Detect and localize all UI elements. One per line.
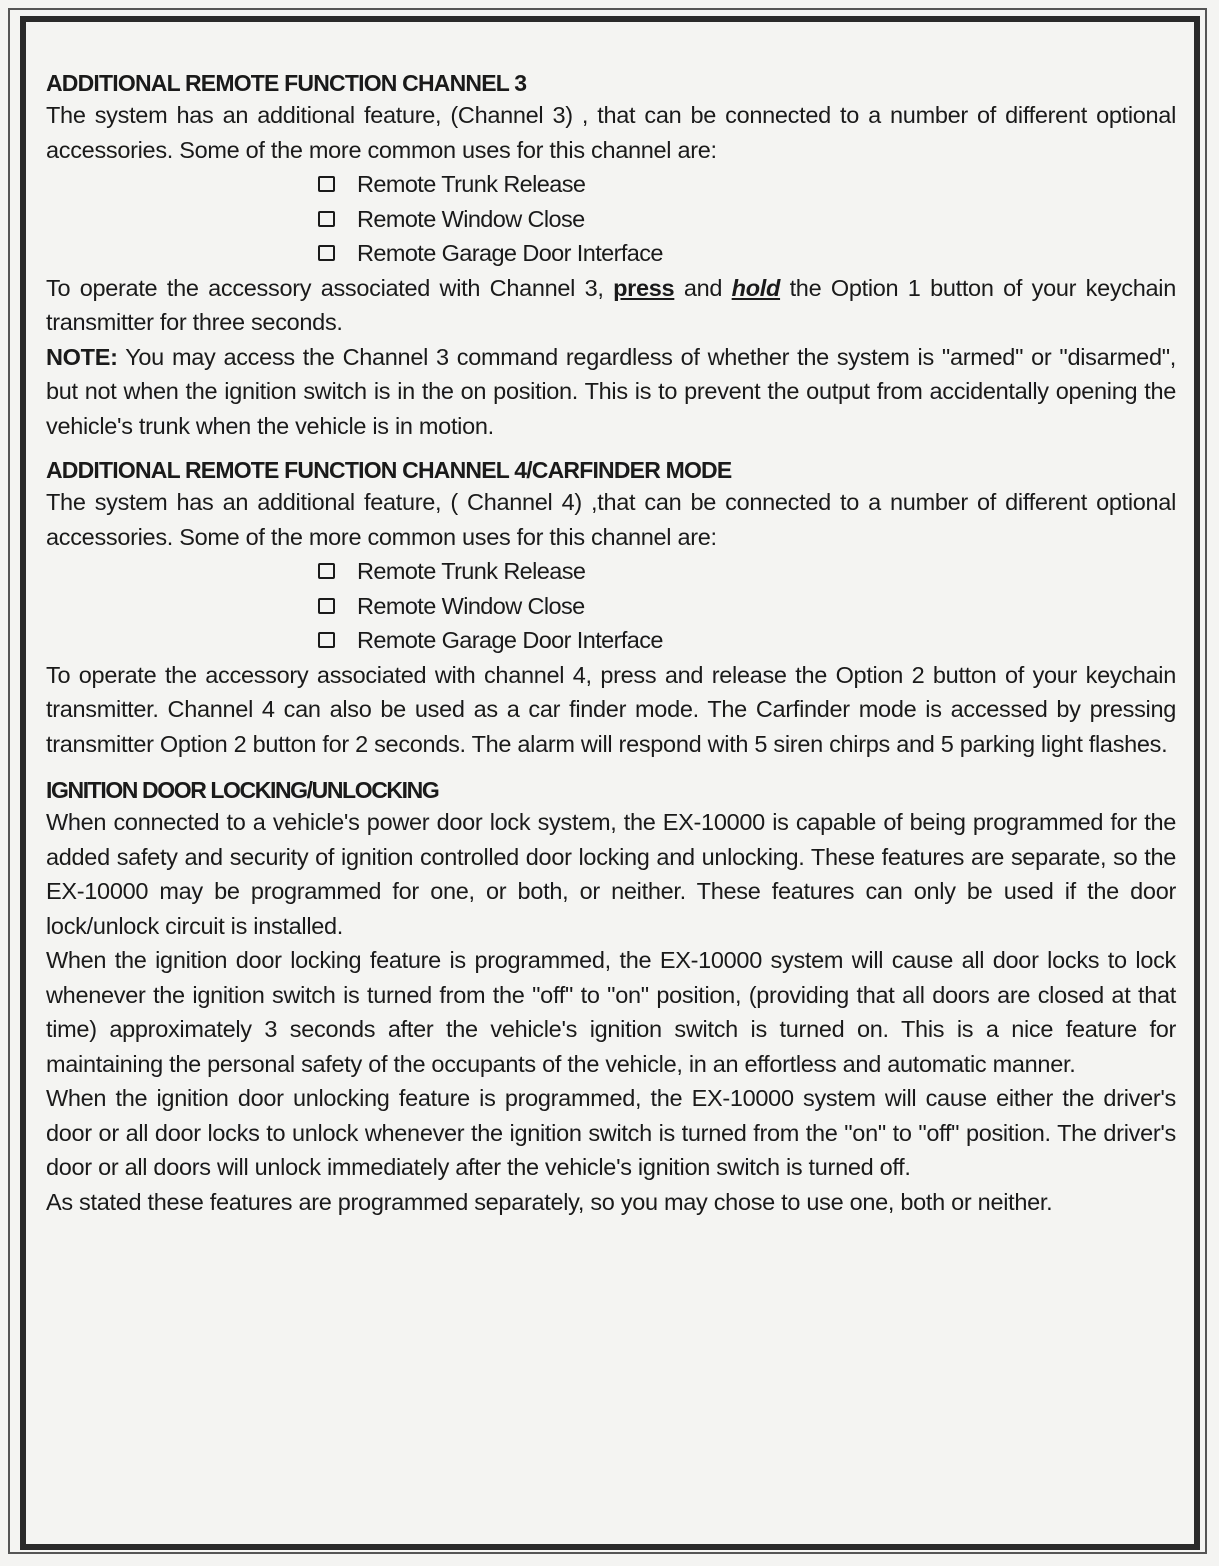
list-item: Remote Trunk Release (318, 167, 1176, 202)
checkbox-icon (318, 211, 335, 227)
note-label: NOTE: (46, 343, 118, 370)
channel4-uses-list (46, 554, 1176, 658)
channel4-intro: The system has an additional feature, ( Channel 4) ,that can be connected to a number of different optional accessories. Some of the more common uses for this channel are: (46, 489, 1176, 550)
ignition-heading: IGNITION DOOR LOCKING/UNLOCKING (46, 777, 439, 803)
channel3-intro: The system has an additional feature, (Channel 3) , that can be connected to a number of different optional accessories. Some of the more common uses for this channel are: (46, 102, 1176, 163)
channel3-uses-list (46, 167, 1176, 271)
ignition-paragraph-2: When the ignition door locking feature is programmed, the EX-10000 system will cause all door locks to lock whenever the ignition switch is turned from the "off" to "on" position, (providing that all doors are closed at that time) approximately 3 seconds after the vehicle's ignition switch is turned on. This is a nice feature for maintaining the personal safety of the occupants of the vehicle, in an effortless and automatic manner. (46, 947, 1176, 1077)
press-emphasis: press (613, 274, 675, 301)
list-item: Remote Window Close (318, 202, 1176, 237)
checkbox-icon (318, 632, 335, 648)
checkbox-icon (318, 176, 335, 192)
channel4-section (46, 455, 1176, 761)
ignition-paragraph-1: When connected to a vehicle's power door lock system, the EX-10000 is capable of being programmed for the added safety and security of ignition controlled door locking and unlocking. These features are separate, so the EX-10000 may be programmed for one, or both, or neither. These features can only be used if the door lock/unlock circuit is installed. (46, 809, 1176, 939)
channel3-note: NOTE: You may access the Channel 3 command regardless of whether the system is "armed" or "disarmed", but not when the ignition switch is in the on position. This is to prevent the output from accidentally opening the vehicle's trunk when the vehicle is in motion. (46, 343, 1176, 439)
channel3-operate: To operate the accessory associated with Channel 3, press and hold the Option 1 button of your keychain transmitter for three seconds. (46, 274, 1176, 335)
checkbox-icon (318, 245, 335, 261)
list-item: Remote Garage Door Interface (318, 236, 1176, 271)
channel3-heading: ADDITIONAL REMOTE FUNCTION CHANNEL 3 (46, 70, 527, 96)
ignition-paragraph-4: As stated these features are programmed separately, so you may chose to use one, both or neither. (46, 1188, 1053, 1215)
content-frame (20, 16, 1200, 1550)
list-item: Remote Window Close (318, 589, 1176, 624)
channel4-heading: ADDITIONAL REMOTE FUNCTION CHANNEL 4/CARFINDER MODE (46, 457, 732, 483)
channel4-operate: To operate the accessory associated with channel 4, press and release the Option 2 button of your keychain transmitter. Channel 4 can also be used as a car finder mode. The Carfinder mode is accessed by pressing transmitter Option 2 button for 2 seconds. The alarm will respond with 5 siren chirps and 5 parking light flashes. (46, 661, 1176, 757)
list-item: Remote Garage Door Interface (318, 623, 1176, 658)
checkbox-icon (318, 598, 335, 614)
channel3-section (46, 68, 1176, 443)
list-item: Remote Trunk Release (318, 554, 1176, 589)
checkbox-icon (318, 563, 335, 579)
ignition-paragraph-3: When the ignition door unlocking feature is programmed, the EX-10000 system will cause either the driver's door or all door locks to unlock whenever the ignition switch is turned from the "on" to "off" position. The driver's door or all doors will unlock immediately after the vehicle's ignition switch is turned off. (46, 1085, 1176, 1180)
hold-emphasis: hold (731, 274, 781, 301)
ignition-section (46, 775, 1176, 1219)
